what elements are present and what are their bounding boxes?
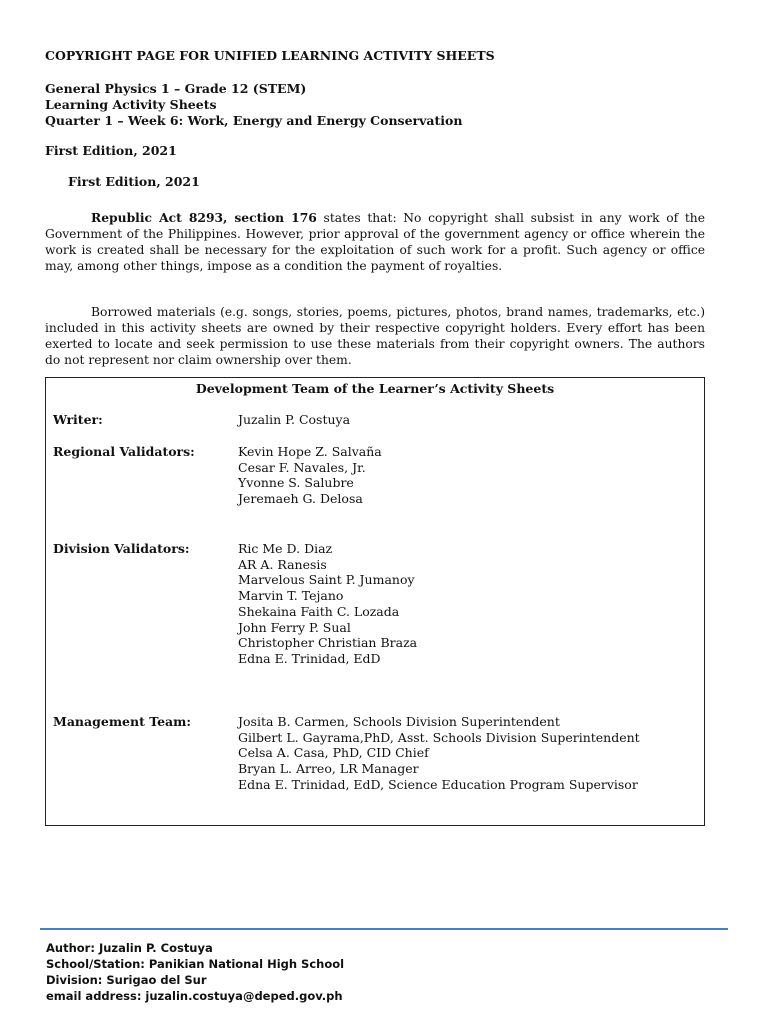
footer-school: School/Station: Panikian National High School [46,957,345,971]
team-member-name: Shekaina Faith C. Lozada [238,603,400,619]
footer-divider [40,928,728,930]
team-member-name: Edna E. Trinidad, EdD, Science Education Program Supervisor [238,776,638,792]
footer-division: Division: Surigao del Sur [46,973,207,987]
subject-line: General Physics 1 – Grade 12 (STEM) [45,81,307,96]
team-member-name: Gilbert L. Gayrama,PhD, Asst. Schools Division Superintendent [238,729,640,745]
footer-author: Author: Juzalin P. Costuya [46,941,213,955]
borrowed-materials-paragraph: Borrowed materials (e.g. songs, stories, poems, pictures, photos, brand names, trademarks, etc.) included in this activity sheets are owned by their respective copyright holders. Every effort has been exerted to locate and seek permission to use these materials from their copyright owners. The authors do not represent nor claim ownership over them. [45,305,705,367]
republic-act-title: Republic Act 8293, section 176 [91,210,317,225]
team-member-name: Josita B. Carmen, Schools Division Superintendent [238,714,560,729]
team-member-name: Marvelous Saint P. Jumanoy [238,572,415,588]
author-footer [46,940,344,1004]
regional-validators-names [238,444,382,507]
development-team-box [45,377,705,826]
team-member-name: AR A. Ranesis [238,556,327,572]
team-member-name: John Ferry P. Sual [238,619,351,635]
division-validators-label: Division Validators: [53,541,190,556]
regional-validators-label: Regional Validators: [53,444,195,459]
team-member-name: Kevin Hope Z. Salvaña [238,444,382,459]
writer-label: Writer: [53,412,103,427]
edition-line: First Edition, 2021 [45,143,177,158]
writer-names [238,412,350,428]
division-validators-names [238,541,417,667]
team-member-name: Celsa A. Casa, PhD, CID Chief [238,745,429,761]
footer-email: email address: juzalin.costuya@deped.gov.ph [46,989,343,1003]
management-team-names [238,714,640,793]
team-member-name: Cesar F. Navales, Jr. [238,459,366,475]
team-title: Development Team of the Learner’s Activity Sheets [195,381,555,396]
team-member-name: Christopher Christian Braza [238,635,418,651]
team-member-name: Ric Me D. Diaz [238,541,333,556]
management-team-label: Management Team: [53,714,191,729]
type-line: Learning Activity Sheets [45,97,217,112]
republic-act-text: states that: No copyright shall subsist in any work of the Government of the Philippines. However, prior approval of the government agency or office wherein the work is created shall be necessary for the exploitation of such work for a profit. Such agency or office may, among other things, impose as a condition the payment of royalties. [45,211,705,273]
quarter-line: Quarter 1 – Week 6: Work, Energy and Energy Conservation [45,113,463,128]
course-info [45,81,705,129]
edition-line-repeat: First Edition, 2021 [68,174,200,189]
team-member-name: Marvin T. Tejano [238,588,344,604]
team-member-name: Juzalin P. Costuya [238,412,351,427]
team-member-name: Edna E. Trinidad, EdD [238,650,381,666]
page-title: COPYRIGHT PAGE FOR UNIFIED LEARNING ACTIVITY SHEETS [45,48,495,63]
republic-act-paragraph [45,210,705,274]
team-member-name: Yvonne S. Salubre [238,475,354,491]
team-member-name: Jeremaeh G. Delosa [238,491,363,507]
team-member-name: Bryan L. Arreo, LR Manager [238,761,419,777]
